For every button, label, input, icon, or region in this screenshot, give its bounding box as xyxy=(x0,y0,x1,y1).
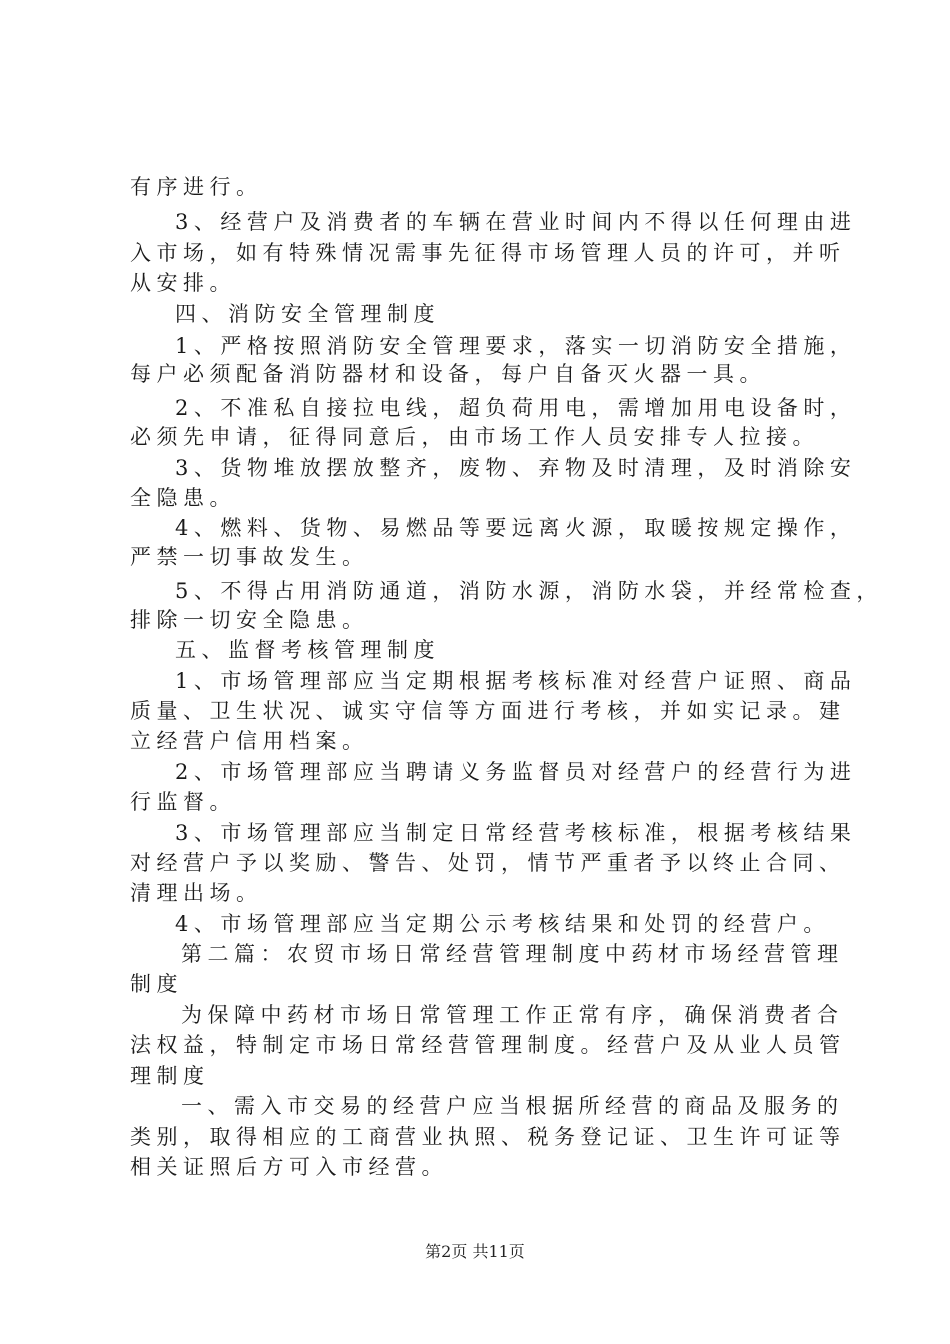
text-line: 为保障中药材市场日常管理工作正常有序，确保消费者合 xyxy=(181,1003,844,1027)
text-line: 每户必须配备消防器材和设备，每户自备灭火器一具。 xyxy=(130,362,766,386)
section-heading: 五、监督考核管理制度 xyxy=(175,638,440,662)
text-line: 一、需入市交易的经营户应当根据所经营的商品及服务的 xyxy=(181,1094,844,1118)
text-line: 1、严格按照消防安全管理要求，落实一切消防安全措施， xyxy=(175,334,857,358)
text-line: 4、燃料、货物、易燃品等要远离火源，取暖按规定操作， xyxy=(175,516,857,540)
text-line: 行监督。 xyxy=(130,790,236,814)
text-line: 1、市场管理部应当定期根据考核标准对经营户证照、商品 xyxy=(175,669,857,693)
text-line: 排除一切安全隐患。 xyxy=(130,608,369,632)
section-title: 第二篇：农贸市场日常经营管理制度中药材市场经营管理 xyxy=(181,942,844,966)
text-line: 有序进行。 xyxy=(130,175,263,199)
text-line: 5、不得占用消防通道，消防水源，消防水袋，并经常检查， xyxy=(175,579,883,603)
text-line: 2、市场管理部应当聘请义务监督员对经营户的经营行为进 xyxy=(175,760,857,784)
text-line: 2、不准私自接拉电线，超负荷用电，需增加用电设备时， xyxy=(175,396,857,420)
text-line: 必须先申请，征得同意后，由市场工作人员安排专人拉接。 xyxy=(130,425,819,449)
page-number: 第2页 共11页 xyxy=(425,1242,525,1261)
text-line: 3、市场管理部应当制定日常经营考核标准，根据考核结果 xyxy=(175,821,857,845)
text-line: 理制度 xyxy=(130,1064,210,1088)
text-line: 从安排。 xyxy=(130,271,236,295)
text-line: 制度 xyxy=(130,972,183,996)
text-line: 3、货物堆放摆放整齐，废物、弃物及时清理，及时消除安 xyxy=(175,456,857,480)
text-line: 入市场，如有特殊情况需事先征得市场管理人员的许可，并听 xyxy=(130,241,846,265)
text-line: 立经营户信用档案。 xyxy=(130,729,369,753)
text-line: 对经营户予以奖励、警告、处罚，情节严重者予以终止合同、 xyxy=(130,851,846,875)
text-line: 相关证照后方可入市经营。 xyxy=(130,1155,448,1179)
text-line: 质量、卫生状况、诚实守信等方面进行考核，并如实记录。建 xyxy=(130,699,846,723)
page-footer xyxy=(0,1241,950,1263)
text-line: 法权益，特制定市场日常经营管理制度。经营户及从业人员管 xyxy=(130,1033,846,1057)
text-line: 清理出场。 xyxy=(130,881,263,905)
text-line: 3、经营户及消费者的车辆在营业时间内不得以任何理由进 xyxy=(175,210,857,234)
text-line: 全隐患。 xyxy=(130,486,236,510)
text-line: 严禁一切事故发生。 xyxy=(130,545,369,569)
text-line: 类别，取得相应的工商营业执照、税务登记证、卫生许可证等 xyxy=(130,1125,846,1149)
text-line: 4、市场管理部应当定期公示考核结果和处罚的经营户。 xyxy=(175,912,830,936)
section-heading: 四、消防安全管理制度 xyxy=(175,302,440,326)
